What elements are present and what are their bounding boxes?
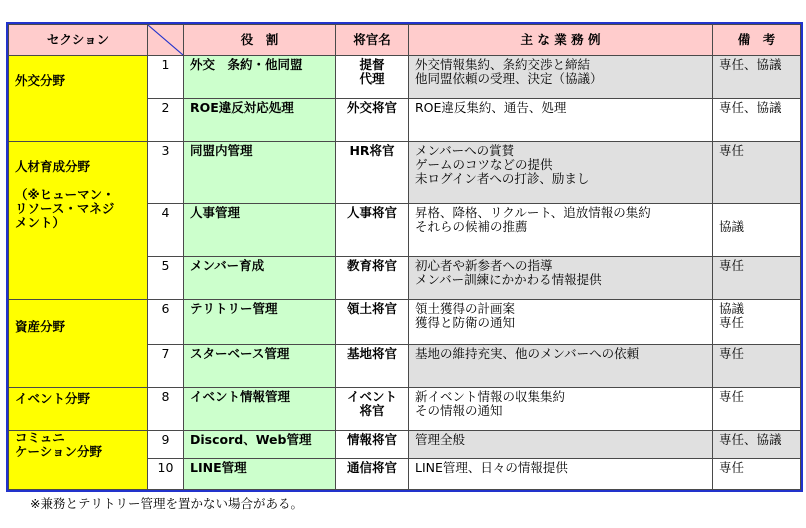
officer-cell: 提督 代理 [336, 56, 409, 99]
row-number: 3 [148, 141, 184, 203]
officer-cell: 外交将官 [336, 98, 409, 141]
notes-cell: 専任 [713, 256, 801, 299]
row-number: 5 [148, 256, 184, 299]
row-number: 6 [148, 299, 184, 344]
section-cell: 人材育成分野 （※ヒューマン・ リソース・マネジ メント） [9, 141, 148, 299]
duties-cell: 領土獲得の計画案 獲得と防衛の通知 [409, 299, 713, 344]
table-row [9, 430, 801, 458]
notes-cell: 協議 専任 [713, 299, 801, 344]
section-cell: 資産分野 [9, 299, 148, 387]
section-cell: 外交分野 [9, 56, 148, 142]
notes-cell: 専任 [713, 458, 801, 489]
duties-cell: 管理全般 [409, 430, 713, 458]
role-cell: テリトリー管理 [184, 299, 336, 344]
section-cell: コミュニ ケーション分野 [9, 430, 148, 489]
duties-cell: 新イベント情報の収集集約 その情報の通知 [409, 387, 713, 430]
notes-cell: 専任、協議 [713, 98, 801, 141]
role-cell: メンバー育成 [184, 256, 336, 299]
duties-cell: 基地の維持充実、他のメンバーへの依頼 [409, 344, 713, 387]
notes-cell: 専任 [713, 344, 801, 387]
section-cell: イベント分野 [9, 387, 148, 430]
table-row [9, 387, 801, 430]
header-role: 役 割 [184, 25, 336, 56]
row-number: 10 [148, 458, 184, 489]
header-notes: 備 考 [713, 25, 801, 56]
officer-cell: 情報将官 [336, 430, 409, 458]
officer-cell: 通信将官 [336, 458, 409, 489]
header-row [9, 25, 801, 56]
table-row [9, 299, 801, 344]
header-officer: 将官名 [336, 25, 409, 56]
officer-cell: HR将官 [336, 141, 409, 203]
duties-cell: 初心者や新参者への指導 メンバー訓練にかかわる情報提供 [409, 256, 713, 299]
officer-cell: 基地将官 [336, 344, 409, 387]
role-cell: 同盟内管理 [184, 141, 336, 203]
row-number: 4 [148, 204, 184, 257]
officer-cell: イベント 将官 [336, 387, 409, 430]
notes-cell: 専任、協議 [713, 56, 801, 99]
role-cell: スターベース管理 [184, 344, 336, 387]
row-number: 7 [148, 344, 184, 387]
table-row [9, 141, 801, 203]
table-row [9, 56, 801, 99]
notes-cell: 専任 [713, 387, 801, 430]
duties-cell: LINE管理、日々の情報提供 [409, 458, 713, 489]
header-duties: 主 な 業 務 例 [409, 25, 713, 56]
row-number: 8 [148, 387, 184, 430]
notes-cell: 専任 [713, 141, 801, 203]
duties-cell: 昇格、降格、リクルート、追放情報の集約 それらの候補の推薦 [409, 204, 713, 257]
role-cell: イベント情報管理 [184, 387, 336, 430]
role-cell: Discord、Web管理 [184, 430, 336, 458]
row-number: 2 [148, 98, 184, 141]
role-cell: 外交 条約・他同盟 [184, 56, 336, 99]
officer-cell: 領土将官 [336, 299, 409, 344]
role-cell: 人事管理 [184, 204, 336, 257]
roles-table [8, 24, 801, 490]
duties-cell: ROE違反集約、通告、処理 [409, 98, 713, 141]
notes-cell: 協議 [713, 204, 801, 257]
duties-cell: メンバーへの賞賛 ゲームのコツなどの提供 未ログイン者への打診、励まし [409, 141, 713, 203]
role-cell: LINE管理 [184, 458, 336, 489]
header-section: セクション [9, 25, 148, 56]
header-diagonal [148, 25, 184, 56]
row-number: 9 [148, 430, 184, 458]
officer-cell: 教育将官 [336, 256, 409, 299]
notes-cell: 専任、協議 [713, 430, 801, 458]
duties-cell: 外交情報集約、条約交渉と締結 他同盟依頼の受理、決定（協議） [409, 56, 713, 99]
officer-cell: 人事将官 [336, 204, 409, 257]
footnote: ※兼務とテリトリー管理を置かない場合がある。 [30, 496, 303, 511]
role-cell: ROE違反対応処理 [184, 98, 336, 141]
row-number: 1 [148, 56, 184, 99]
